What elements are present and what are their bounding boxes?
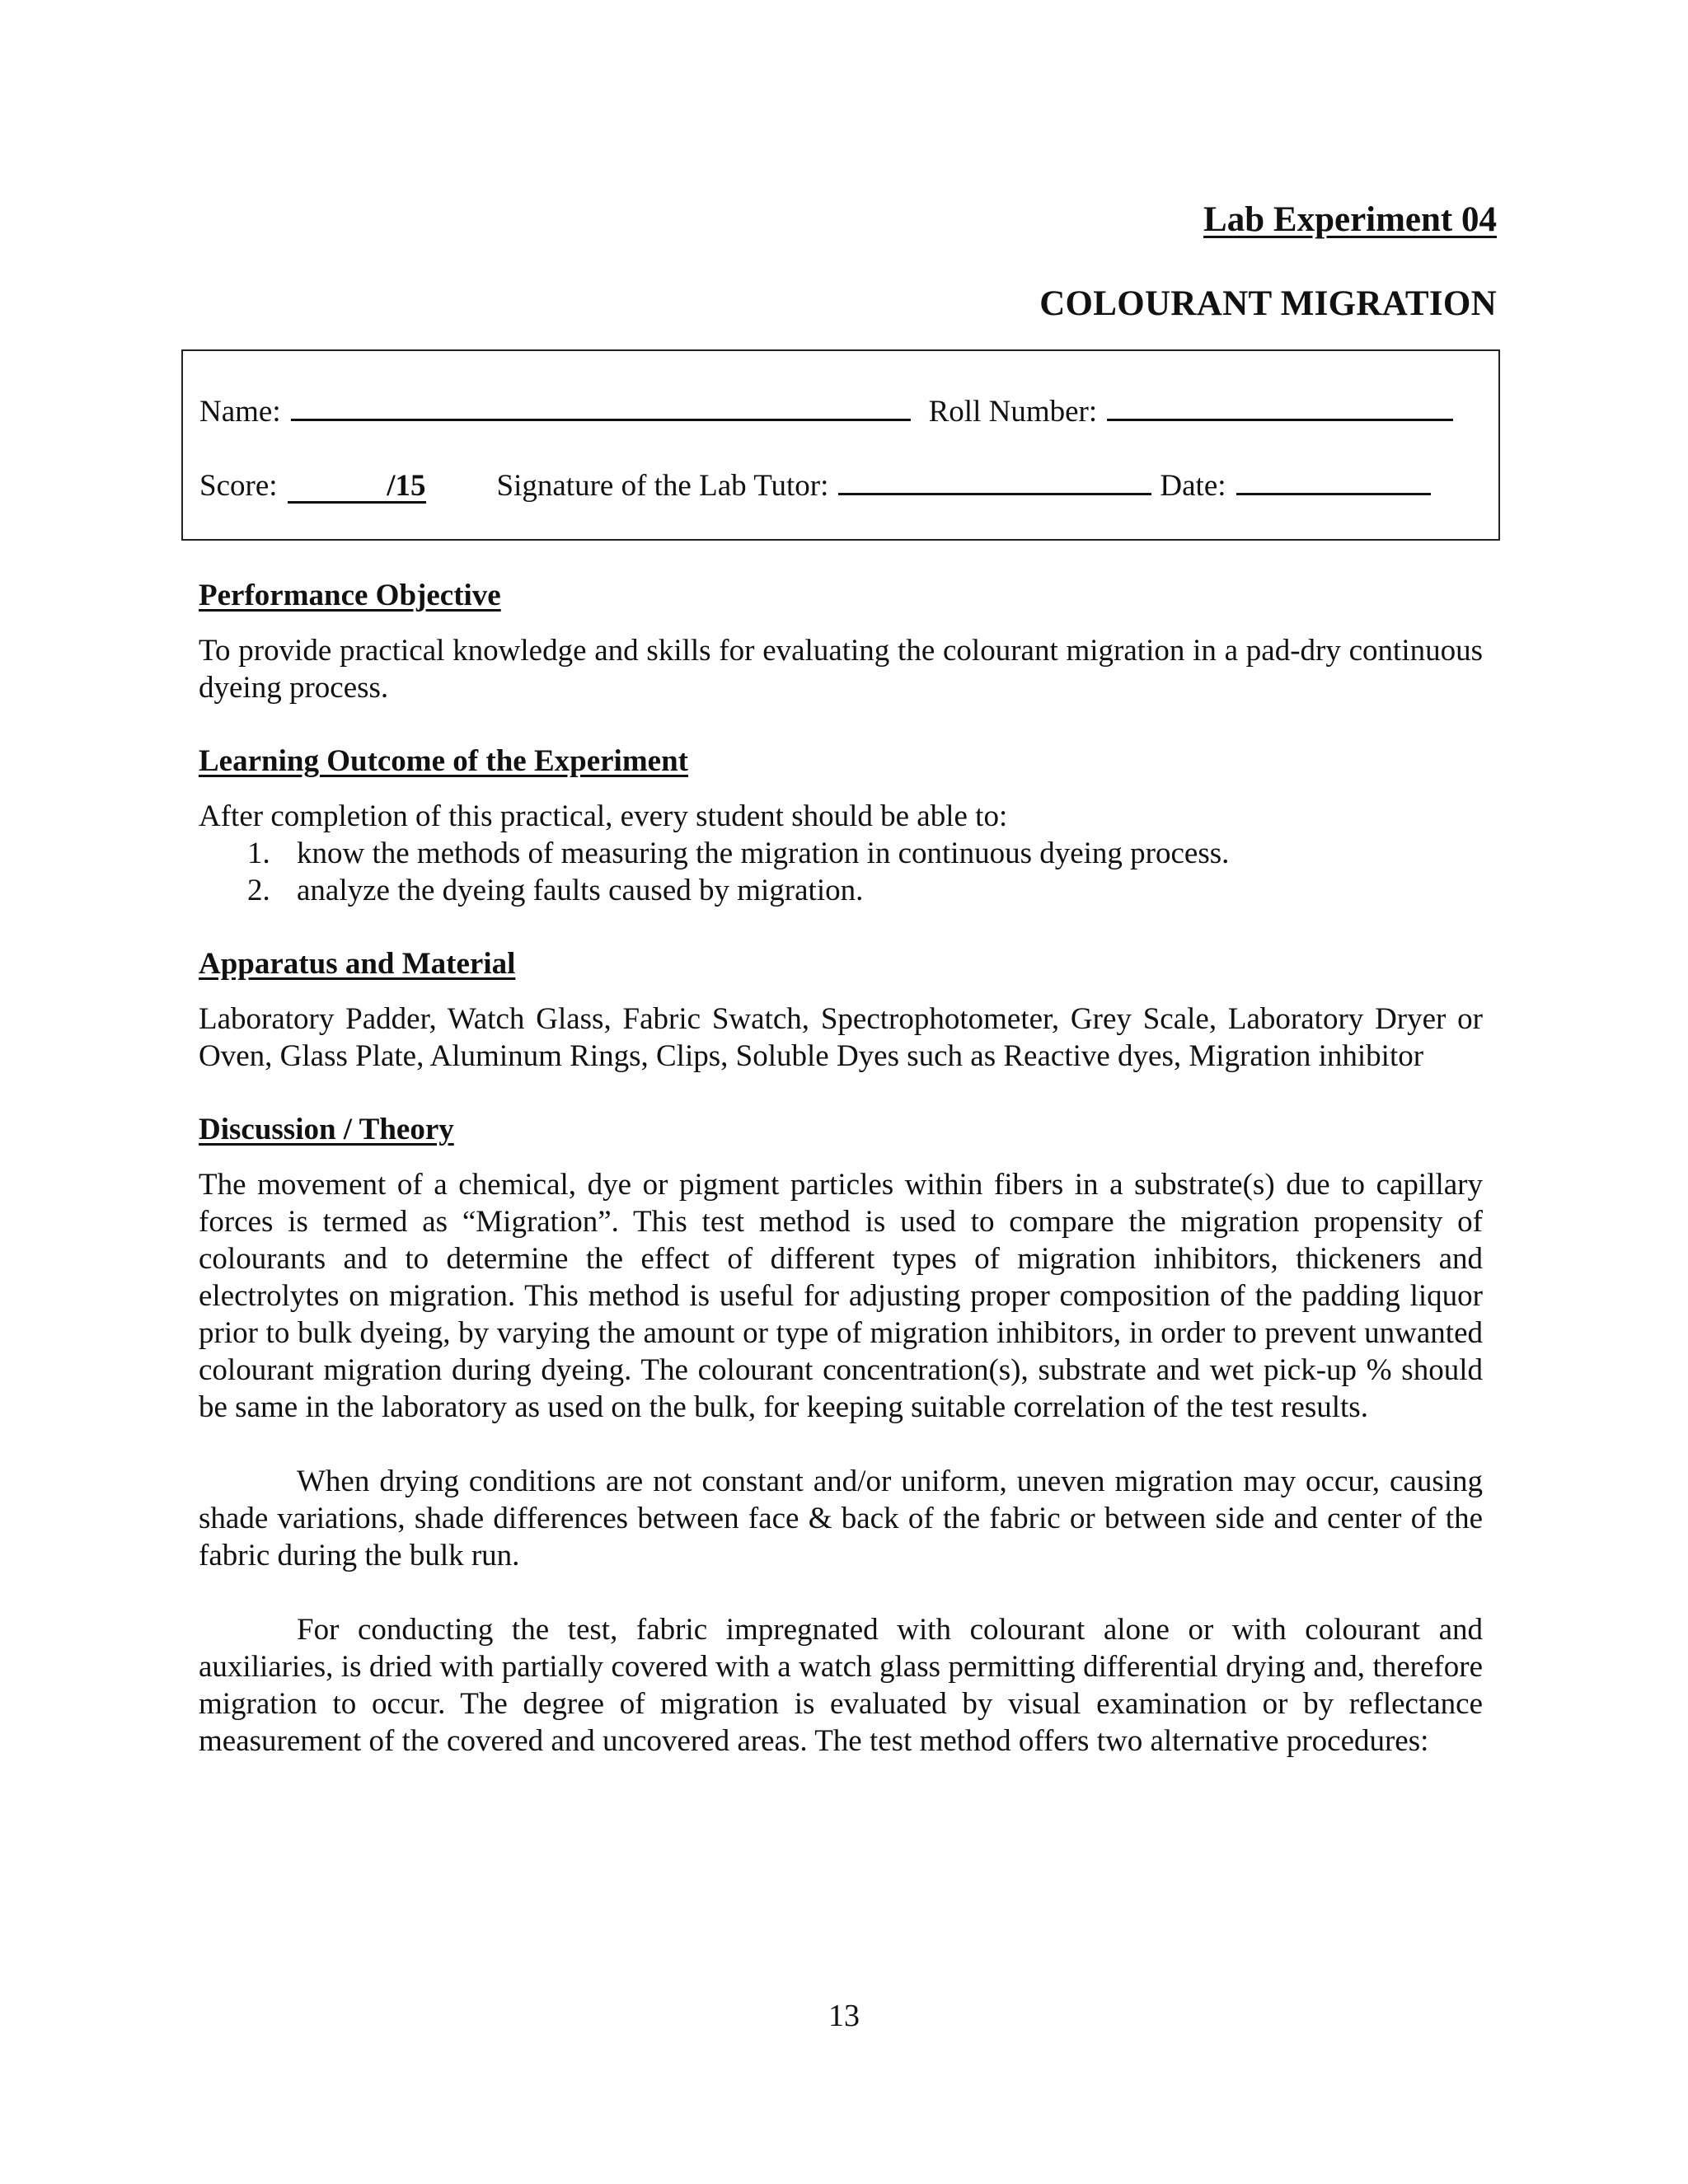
signature-field[interactable] (838, 466, 1151, 495)
theory-paragraph: When drying conditions are not constant and/or uniform, uneven migration may occur, causing shade variations, shade differences between face & back of the fabric or between side and center of the fabric during the bulk run. (199, 1465, 1483, 1572)
list-number: 1. (247, 837, 270, 870)
info-row-score (199, 466, 1482, 504)
section-learning-outcome (199, 743, 1483, 909)
name-field[interactable] (291, 392, 911, 421)
signature-label: Signature of the Lab Tutor: (496, 469, 829, 503)
info-row-name (199, 392, 1482, 429)
section-heading: Performance Objective (199, 579, 501, 612)
apparatus-text: Laboratory Padder, Watch Glass, Fabric Swatch, Spectrophotometer, Grey Scale, Laboratory Dryer or Oven, Glass Plate, Aluminum Rings, Clips, Soluble Dyes such as Reactive dyes, Migration inhibitor (199, 1002, 1483, 1073)
section-discussion-theory (199, 1111, 1483, 1760)
list-item (199, 872, 1483, 909)
document-body (199, 577, 1483, 1796)
roll-number-field[interactable] (1107, 392, 1453, 421)
date-label: Date: (1160, 469, 1226, 503)
experiment-title: COLOURANT MIGRATION (1039, 284, 1497, 323)
student-info-box (181, 349, 1500, 541)
theory-paragraph: For conducting the test, fabric impregnated with colourant alone or with colourant and auxiliaries, is dried with partially covered with a watch glass permitting differential drying and, therefore migration to occur. The degree of migration is evaluated by visual examination or by reflectance measurement of the covered and uncovered areas. The test method offers two alternative procedures: (199, 1613, 1483, 1758)
section-performance-objective (199, 577, 1483, 706)
section-heading: Apparatus and Material (199, 947, 516, 981)
list-item-text: know the methods of measuring the migration in continuous dyeing process. (297, 837, 1230, 870)
list-item-text: analyze the dyeing faults caused by migration. (297, 874, 864, 907)
list-item (199, 835, 1483, 872)
list-number: 2. (247, 874, 270, 907)
outcome-list (199, 835, 1483, 909)
lab-experiment-label: Lab Experiment 04 (1203, 200, 1497, 239)
score-label: Score: (199, 469, 278, 503)
theory-paragraph: The movement of a chemical, dye or pigment particles within fibers in a substrate(s) due to capillary forces is termed as “Migration”. This test method is used to compare the migration propensity of colourants and to determine the effect of different types of migration inhibitors, thickeners and electrolytes on migration. This method is useful for adjusting proper composition of the padding liquor prior to bulk dyeing, by varying the amount or type of migration inhibitors, in order to prevent unwanted colourant migration during dyeing. The colourant concentration(s), substrate and wet pick-up % should be same in the laboratory as used on the bulk, for keeping suitable correlation of the test results. (199, 1168, 1483, 1424)
objective-text: To provide practical knowledge and skills for evaluating the colourant migration in a pad-dry continuous dyeing process. (199, 634, 1483, 705)
section-heading: Discussion / Theory (199, 1113, 454, 1146)
date-field[interactable] (1236, 466, 1431, 495)
outcome-intro: After completion of this practical, every student should be able to: (199, 799, 1008, 833)
page-number: 13 (828, 1999, 860, 2033)
section-apparatus (199, 945, 1483, 1075)
score-field[interactable]: /15 (288, 471, 426, 504)
section-heading: Learning Outcome of the Experiment (199, 744, 688, 778)
name-label: Name: (199, 395, 281, 429)
roll-number-label: Roll Number: (928, 395, 1098, 429)
